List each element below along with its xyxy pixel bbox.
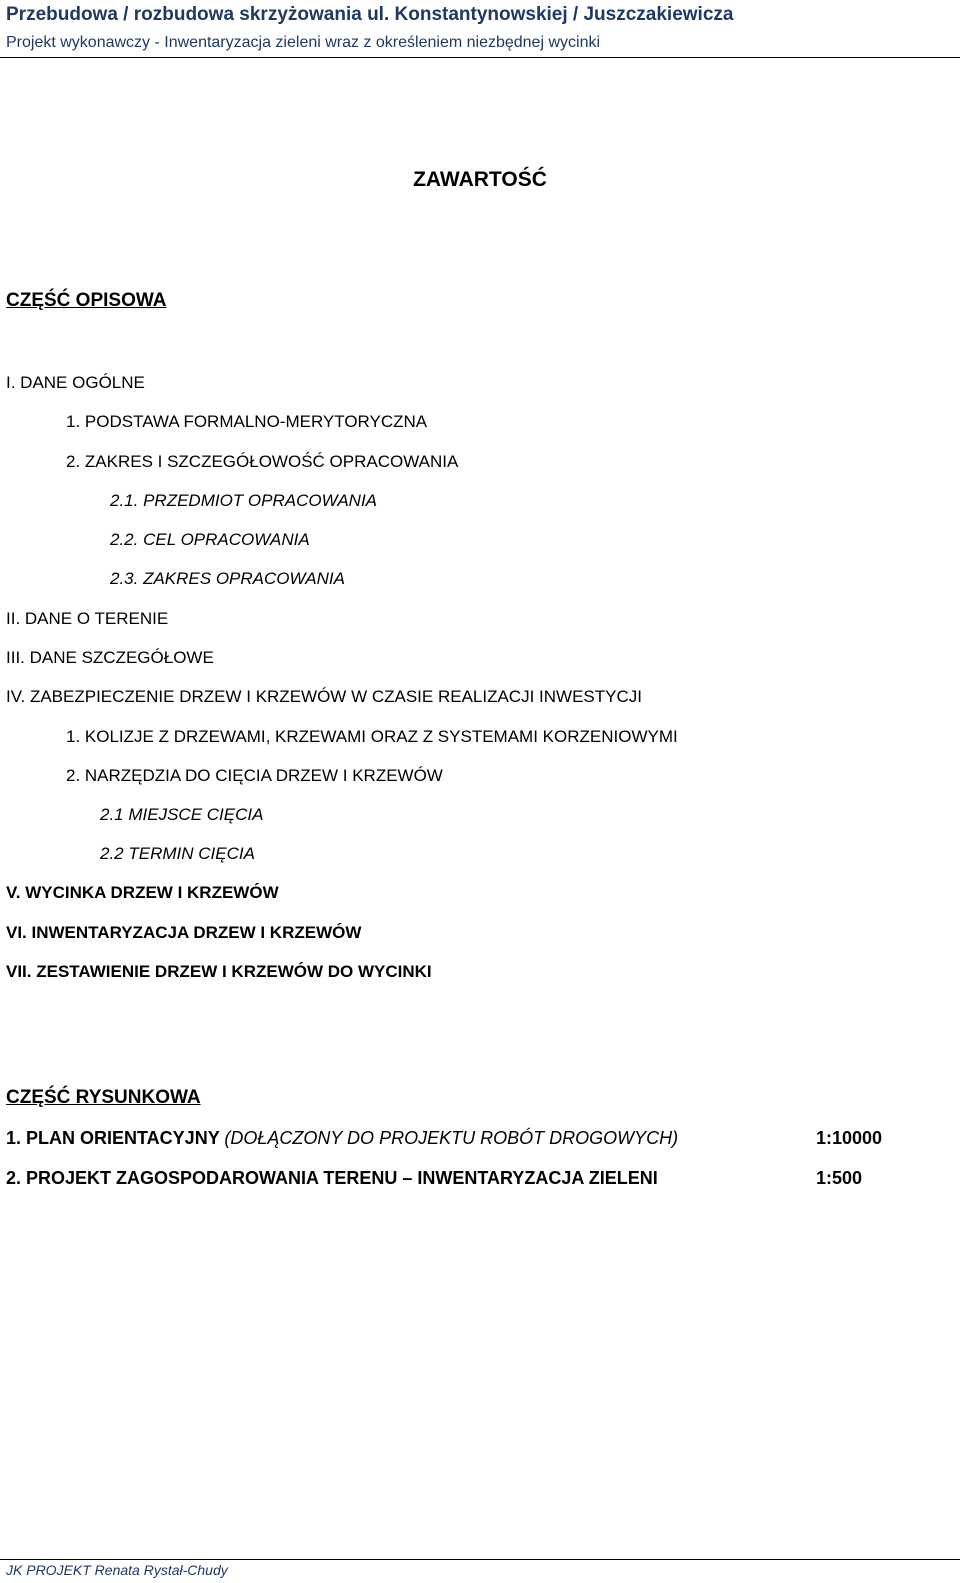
toc-item: I. DANE OGÓLNE	[6, 373, 145, 392]
toc-item: V. WYCINKA DRZEW I KRZEWÓW	[6, 883, 279, 902]
footer-divider	[0, 1559, 960, 1560]
drawing-note: (DOŁĄCZONY DO PROJEKTU ROBÓT DROGOWYCH)	[224, 1128, 679, 1148]
toc-item: 2. ZAKRES I SZCZEGÓŁOWOŚĆ OPRACOWANIA	[66, 452, 459, 471]
page-footer: JK PROJEKT Renata Rystał-Chudy	[6, 1562, 228, 1578]
drawing-scale: 1:500	[816, 1168, 863, 1188]
drawing-scale: 1:10000	[816, 1128, 883, 1148]
section-title-descriptive: CZĘŚĆ OPISOWA	[6, 290, 167, 311]
section-title-drawings: CZĘŚĆ RYSUNKOWA	[6, 1087, 201, 1108]
header-subtitle: Projekt wykonawczy - Inwentaryzacja zieleni wraz z określeniem niezbędnej wycinki	[6, 34, 601, 51]
toc-item: IV. ZABEZPIECZENIE DRZEW I KRZEWÓW W CZASIE REALIZACJI INWESTYCJI	[6, 687, 642, 706]
toc-item: VI. INWENTARYZACJA DRZEW I KRZEWÓW	[6, 923, 362, 942]
header-title: Przebudowa / rozbudowa skrzyżowania ul. Konstantynowskiej / Juszczakiewicza	[6, 4, 734, 25]
toc-item: VII. ZESTAWIENIE DRZEW I KRZEWÓW DO WYCINKI	[6, 962, 432, 981]
toc-item: II. DANE O TERENIE	[6, 609, 169, 628]
drawing-label: 2. PROJEKT ZAGOSPODAROWANIA TERENU – INWENTARYZACJA ZIELENI	[6, 1168, 658, 1188]
toc-item: 2.3. ZAKRES OPRACOWANIA	[110, 569, 345, 588]
toc-item: 2.2. CEL OPRACOWANIA	[110, 530, 310, 549]
toc-item: III. DANE SZCZEGÓŁOWE	[6, 648, 214, 667]
toc-item: 2. NARZĘDZIA DO CIĘCIA DRZEW I KRZEWÓW	[66, 766, 443, 785]
header-divider	[0, 57, 960, 58]
toc-item: 2.1. PRZEDMIOT OPRACOWANIA	[110, 491, 378, 510]
document-title: ZAWARTOŚĆ	[413, 168, 547, 191]
toc-item: 1. PODSTAWA FORMALNO-MERYTORYCZNA	[66, 412, 428, 431]
toc-item: 2.2 TERMIN CIĘCIA	[100, 844, 255, 863]
toc-item: 2.1 MIEJSCE CIĘCIA	[100, 805, 264, 824]
drawing-label: 1. PLAN ORIENTACYJNY	[6, 1128, 225, 1148]
toc-item: 1. KOLIZJE Z DRZEWAMI, KRZEWAMI ORAZ Z SYSTEMAMI KORZENIOWYMI	[66, 727, 678, 746]
